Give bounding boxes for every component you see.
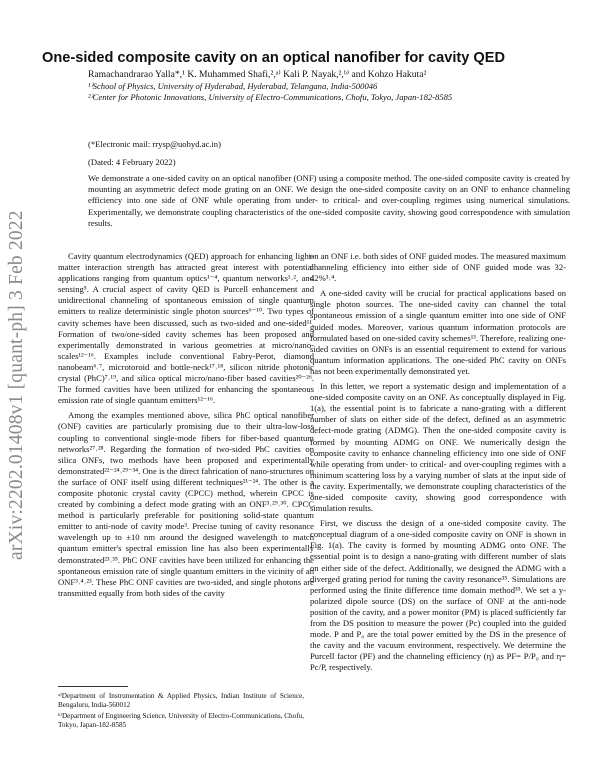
affiliation-1: ¹⁾School of Physics, University of Hyderabad, Hyderabad, Telangana, India-500046 [88, 81, 378, 91]
footnotes [58, 692, 304, 732]
footnote-rule [58, 686, 128, 687]
affiliation-2: ²⁾Center for Photonic Innovations, University of Electro-Communications, Chofu, Tokyo, Japan-182-8585 [88, 92, 453, 102]
body-paragraph: on an ONF i.e. both sides of ONF guided modes. The measured maximum channeling efficiency into either side of ONF guided mode was 32-42%³˒⁴. [310, 251, 566, 284]
right-column [310, 251, 566, 677]
body-paragraph: In this letter, we report a systematic design and implementation of a one-sided composite cavity on an ONF. As conceptually displayed in Fig. 1(a), the essential point is to fabricate a nano-grating with a different number of slats on either side of the defect, defined as an asymmetric defect-mode grating (ADMG). Then the one-sided composite cavity is formed by mounting ADMG on ONF. We numerically design the composite cavity to enhance channeling efficiency into one side of ONF while operating from under- to critical- and over-coupling regimes with a minimum scattering loss by a varying number of slats at the input side of the cavity. Experimentally, we demonstrate coupling characteristics of the one-sided composite cavity, showing good correspondence with simulation results. [310, 381, 566, 514]
date-line: (Dated: 4 February 2022) [88, 157, 176, 167]
body-paragraph: Among the examples mentioned above, silica PhC optical nanofiber (ONF) cavities are particularly promising due to their ultra-low-loss coupling to conventional single-mode fibers for fiber-based quantum networks²⁷˒²⁸. Regarding the formation of two-sided PhC cavities on silica ONFs, two methods have been proposed and experimentally demonstrated²²⁻²⁴˒²⁹⁻³⁴. One is the direct fabrication of nano-structures on the surface of ONF itself using different techniques²¹⁻²⁴. The other is a composite photonic crystal cavity (CPCC) method, wherein CPCC is created by combining a defect mode grating with an ONF³˒²⁹˒³⁰. CPCC method is particularly preferable for positioning solid-state quantum emitter to anti-node of cavity mode³. Precise tuning of cavity resonance wavelength up to ±10 nm around the designed wavelength to match quantum emitter's spectral emission line has also been experimentally demonstrated²³˒³⁵. PhC ONF cavities have been utilized for enhancing the spontaneous emission rate of single quantum emitters in the vicinity of an ONF³˒⁴˒²³. These PhC ONF cavities are two-sided, and single photons are transmitted equally from both sides of the cavity [58, 410, 314, 598]
footnote-b: ᵇ⁾Department of Engineering Science, University of Electro-Communications, Chofu, Tokyo, Japan-182-8585 [58, 712, 304, 729]
author-list: Ramachandrarao Yalla*,¹ K. Muhammed Shafi,²,ᵃ⁾ Kali P. Nayak,²,ᵇ⁾ and Kohzo Hakuta² [88, 69, 427, 80]
body-paragraph: A one-sided cavity will be crucial for practical applications based on single photon sources. The one-sided cavity can channel the total spontaneous emission of a single quantum emitter into one side of ONF guided modes. Moreover, various quantum information protocols are formulated based on one-sided cavity schemes¹³. Therefore, realizing one-sided cavities on ONFs is an essential requirement to extend for various quantum information applications. The one-sided PhC cavity on ONFs has not been experimentally demonstrated yet. [310, 288, 566, 376]
left-column [58, 251, 314, 603]
body-paragraph: Cavity quantum electrodynamics (QED) approach for enhancing light-matter interaction strength has attracted great interest with potential applications ranging from quantum optics¹⁻⁴, quantum networks¹˒², and sensing⁵. A crucial aspect of cavity QED is Purcell enhancement and unidirectional channeling of spontaneous emission of single quantum emitters to realize deterministic single photon sources⁶⁻¹⁰. Two types of cavity schemes have been discussed, such as two-sided and one-sided¹¹. Formation of two/one-sided cavity schemes has been proposed and experimentally demonstrated in various geometries at micro/nano-scales¹²⁻¹⁶. Examples include conventional Fabry-Perot, diamond nanobeam⁶˒⁷, microtoroid and bottle-neck¹⁷˒¹⁸, silicon nitride photonic crystal (PhC)⁷˒¹⁹, and silica optical micro/nano-fiber based cavities²⁰⁻²⁶. The formed cavities have been utilized for enhancing the spontaneous emission rate of single quantum emitters¹²⁻¹⁶. [58, 251, 314, 406]
paper-title: One-sided composite cavity on an optical nanofiber for cavity QED [42, 50, 506, 66]
body-paragraph: First, we discuss the design of a one-sided composite cavity. The conceptual diagram of a one-sided composite cavity on ONF is shown in Fig. 1(a). The cavity is formed by mounting ADMG onto ONF. The essential point is to design a nano-grating with different number of slats on either side of the defect. Additionally, we designed the ADMG with a diverged grating period for tuning the cavity resonance³⁵. Simulations are performed using the finite difference time domain method³⁵. We set a y-polarized dipole source (DS) on the surface of ONF at the anti-node position of the cavity, and a power monitor (PM) is placed sufficiently far from the DS position to measure the power (Pc) coupled into the guided mode. P and P₀ are the total power emitted by the DS in the presence of the cavity and the vacuum environment, respectively. We determine the Purcell factor (PF) and the channeling efficiency (η) as PF= P/P₀ and η= Pc/P, respectively. [310, 518, 566, 673]
corresponding-email: (*Electronic mail: rrysp@uohyd.ac.in) [88, 139, 221, 149]
footnote-a: ᵃ⁾Department of Instrumentation & Applied Physics, Indian Institute of Science, Bengaluru, India-560012 [58, 692, 304, 709]
arxiv-identifier: arXiv:2202.01408v1 [quant-ph] 3 Feb 2022 [6, 210, 27, 560]
abstract: We demonstrate a one-sided cavity on an optical nanofiber (ONF) using a composite method. The one-sided composite cavity is created by mounting an asymmetric defect mode grating on an ONF. We design the one-sided composite cavity on an ONF to enhance channeling efficiency into one side of ONF while operating from under- to critical- and over-coupling regimes using numerical simulations. Experimentally, we demonstrate coupling characteristics of the one-sided composite cavity, showing good correspondence with simulation results. [88, 173, 570, 228]
